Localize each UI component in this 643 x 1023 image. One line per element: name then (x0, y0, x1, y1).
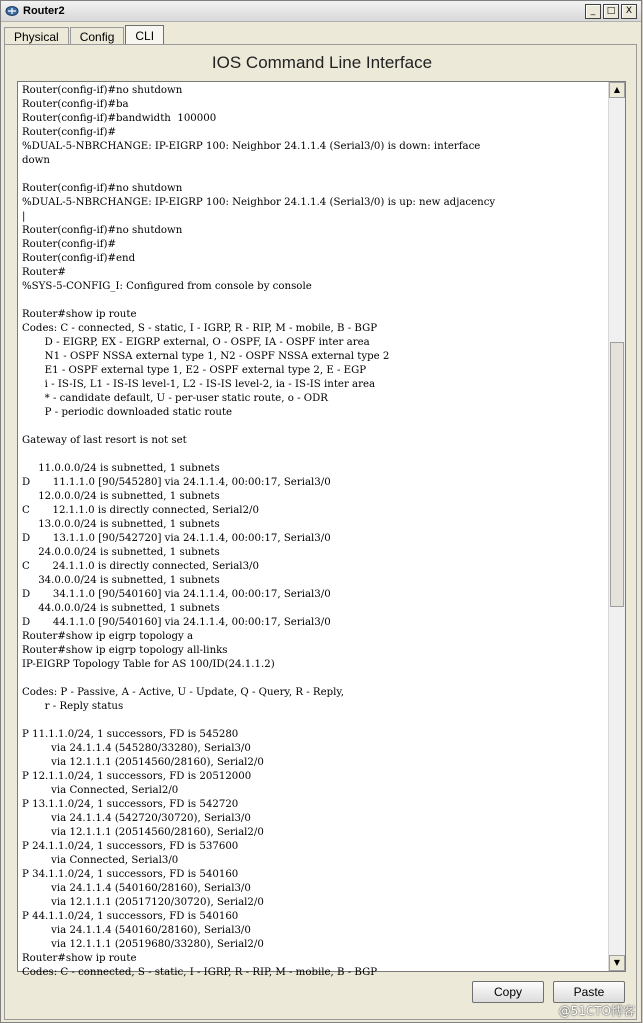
terminal-line: Codes: P - Passive, A - Active, U - Update, Q - Query, R - Reply, (22, 687, 345, 698)
terminal-line: P 13.1.1.0/24, 1 successors, FD is 542720 (22, 799, 239, 810)
terminal-line: C 24.1.1.0 is directly connected, Serial3/0 (22, 561, 259, 572)
terminal-line: via 12.1.1.1 (20519680/33280), Serial2/0 (22, 939, 264, 950)
terminal-line: via 24.1.1.4 (540160/28160), Serial3/0 (22, 925, 251, 936)
terminal-line: Router#show ip route (22, 953, 137, 964)
terminal-line: P 24.1.1.0/24, 1 successors, FD is 537600 (22, 841, 239, 852)
terminal-line: Router#show ip route (22, 309, 137, 320)
terminal-line: P 34.1.1.0/24, 1 successors, FD is 540160 (22, 869, 239, 880)
terminal-line: via Connected, Serial3/0 (22, 855, 179, 866)
terminal-line: via 12.1.1.1 (20514560/28160), Serial2/0 (22, 757, 264, 768)
scroll-up-arrow-icon[interactable]: ▲ (609, 82, 625, 98)
copy-button[interactable]: Copy (472, 981, 544, 1003)
terminal-line: via 12.1.1.1 (20517120/30720), Serial2/0 (22, 897, 264, 908)
terminal-scrollbar[interactable] (608, 82, 625, 971)
terminal-line (22, 448, 608, 462)
terminal-line: 44.0.0.0/24 is subnetted, 1 subnets (22, 603, 220, 614)
close-button[interactable]: X (621, 4, 637, 19)
title-bar[interactable] (1, 1, 641, 22)
terminal-line: r - Reply status (22, 701, 124, 712)
terminal-line: 13.0.0.0/24 is subnetted, 1 subnets (22, 519, 220, 530)
cli-terminal[interactable] (17, 81, 626, 978)
tab-config[interactable]: Config (70, 27, 125, 45)
terminal-line: Router(config-if)#bandwidth 100000 (22, 113, 217, 124)
terminal-line: Router(config-if)#no shutdown (22, 225, 183, 236)
terminal-line: D 11.1.1.0 [90/545280] via 24.1.1.4, 00:00:17, Serial3/0 (22, 477, 331, 488)
terminal-line: D 44.1.1.0 [90/540160] via 24.1.1.4, 00:00:17, Serial3/0 (22, 617, 331, 628)
tab-physical[interactable]: Physical (4, 27, 69, 45)
terminal-line: Gateway of last resort is not set (22, 435, 187, 446)
scroll-thumb[interactable] (610, 342, 624, 607)
terminal-line: via 12.1.1.1 (20514560/28160), Serial2/0 (22, 827, 264, 838)
terminal-line: i - IS-IS, L1 - IS-IS level-1, L2 - IS-IS level-2, ia - IS-IS inter area (22, 379, 376, 390)
terminal-line: via 24.1.1.4 (545280/33280), Serial3/0 (22, 743, 251, 754)
terminal-line (22, 714, 608, 728)
scroll-down-arrow-icon[interactable]: ▼ (609, 955, 625, 971)
cli-heading: IOS Command Line Interface (211, 53, 433, 72)
terminal-line: Router# (22, 267, 66, 278)
window-title: Router2 (23, 5, 65, 17)
terminal-line: C 12.1.1.0 is directly connected, Serial2/0 (22, 505, 259, 516)
terminal-line: via 24.1.1.4 (542720/30720), Serial3/0 (22, 813, 251, 824)
terminal-line: %SYS-5-CONFIG_I: Configured from console by console (22, 281, 312, 292)
minimize-button[interactable]: _ (585, 4, 601, 19)
terminal-line (22, 168, 608, 182)
terminal-line: Router(config-if)#no shutdown (22, 183, 183, 194)
terminal-line: %DUAL-5-NBRCHANGE: IP-EIGRP 100: Neighbor 24.1.1.4 (Serial3/0) is down: interface (22, 141, 481, 152)
terminal-line: P 44.1.1.0/24, 1 successors, FD is 540160 (22, 911, 239, 922)
terminal-line: %DUAL-5-NBRCHANGE: IP-EIGRP 100: Neighbor 24.1.1.4 (Serial3/0) is up: new adjacency (22, 197, 496, 208)
paste-button[interactable]: Paste (553, 981, 625, 1003)
terminal-line: Codes: C - connected, S - static, I - IGRP, R - RIP, M - mobile, B - BGP (22, 967, 378, 978)
terminal-line (22, 294, 608, 308)
terminal-line: Router#show ip eigrp topology a (22, 631, 194, 642)
terminal-line: D 13.1.1.0 [90/542720] via 24.1.1.4, 00:00:17, Serial3/0 (22, 533, 331, 544)
terminal-line: Router(config-if)# (22, 239, 117, 250)
terminal-line (22, 420, 608, 434)
terminal-line: Router(config-if)#ba (22, 99, 129, 110)
tab-strip (4, 25, 165, 44)
terminal-line: 11.0.0.0/24 is subnetted, 1 subnets (22, 463, 220, 474)
terminal-line: Router#show ip eigrp topology all-links (22, 645, 228, 656)
terminal-line: down (22, 155, 50, 166)
tab-cli[interactable]: CLI (125, 25, 164, 45)
terminal-line: P 11.1.1.0/24, 1 successors, FD is 545280 (22, 729, 239, 740)
terminal-line: D 34.1.1.0 [90/540160] via 24.1.1.4, 00:00:17, Serial3/0 (22, 589, 331, 600)
terminal-line: via 24.1.1.4 (540160/28160), Serial3/0 (22, 883, 251, 894)
terminal-line: via Connected, Serial2/0 (22, 785, 179, 796)
terminal-output[interactable] (22, 84, 608, 980)
watermark-text: @51CTO博客 (558, 1004, 635, 1018)
terminal-line: Router(config-if)#end (22, 253, 136, 264)
terminal-line: P - periodic downloaded static route (22, 407, 233, 418)
terminal-line: Codes: C - connected, S - static, I - IGRP, R - RIP, M - mobile, B - BGP (22, 323, 378, 334)
terminal-line: P 12.1.1.0/24, 1 successors, FD is 20512000 (22, 771, 252, 782)
terminal-line: E1 - OSPF external type 1, E2 - OSPF external type 2, E - EGP (22, 365, 367, 376)
terminal-line: * - candidate default, U - per-user static route, o - ODR (22, 393, 328, 404)
terminal-line: IP-EIGRP Topology Table for AS 100/ID(24.1.1.2) (22, 659, 275, 670)
terminal-line: 34.0.0.0/24 is subnetted, 1 subnets (22, 575, 220, 586)
terminal-line: Router(config-if)#no shutdown (22, 85, 183, 96)
terminal-line: D - EIGRP, EX - EIGRP external, O - OSPF, IA - OSPF inter area (22, 337, 370, 348)
terminal-line: Router(config-if)# (22, 127, 117, 138)
router-app-icon (5, 4, 19, 18)
window-controls (585, 4, 637, 19)
terminal-line: 24.0.0.0/24 is subnetted, 1 subnets (22, 547, 220, 558)
terminal-line: N1 - OSPF NSSA external type 1, N2 - OSPF NSSA external type 2 (22, 351, 390, 362)
terminal-line: 12.0.0.0/24 is subnetted, 1 subnets (22, 491, 220, 502)
terminal-line: | (22, 211, 26, 222)
terminal-line (22, 672, 608, 686)
maximize-button[interactable]: □ (603, 4, 619, 19)
